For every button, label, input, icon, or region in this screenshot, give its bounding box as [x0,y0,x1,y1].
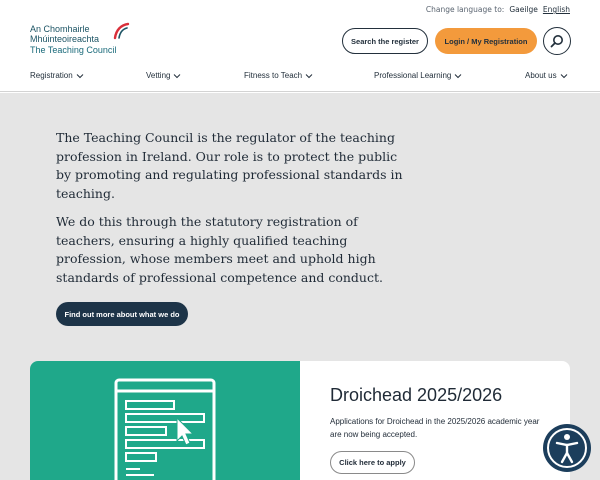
chevron-down-icon [173,72,181,80]
find-out-more-button[interactable]: Find out more about what we do [56,302,188,326]
logo-line-3: The Teaching Council [30,45,117,55]
language-gaeilge-link[interactable]: Gaeilge [509,5,538,14]
site-header [0,0,600,92]
droichead-card [30,361,570,480]
search-icon [550,34,564,48]
search-register-button[interactable]: Search the register [342,28,428,54]
accessibility-icon [545,426,589,470]
nav-item-about-us[interactable] [525,71,568,80]
hero-section [0,93,600,480]
nav-item-fitness-to-teach[interactable] [244,71,313,80]
chevron-down-icon [560,72,568,80]
language-bar [426,5,570,14]
nav-item-label: Vetting [146,71,171,80]
logo-line-2: Mhúinteoireachta [30,34,100,44]
card-description: Applications for Droichead in the 2025/2026 academic year are now being accepted. [330,417,540,439]
logo-line-1: An Chomhairle [30,24,90,34]
nav-item-vetting[interactable] [146,71,181,80]
language-english-link[interactable]: English [542,5,570,14]
logo-swoosh-icon [112,22,130,40]
nav-item-registration[interactable] [30,71,84,80]
login-button[interactable]: Login / My Registration [435,28,537,54]
main-nav [30,71,570,85]
language-prompt: Change language to: [425,5,505,14]
search-button[interactable] [543,27,571,55]
nav-item-label: Professional Learning [374,71,452,80]
nav-item-professional-learning[interactable] [374,71,462,80]
hero-paragraph-1: The Teaching Council is the regulator of the teaching profession in Ireland. Our role is to protect the public by promoting and regulating professional standards in teaching. [56,130,403,201]
hero-paragraph-2: We do this through the statutory registration of teachers, ensuring a highly qualified teaching profession, whose members meet and uphold high standards of professional competence and conduct. [56,214,383,285]
hero-text [56,129,416,297]
apply-button[interactable]: Click here to apply [330,451,415,474]
nav-item-label: Registration [30,71,73,80]
card-illustration [30,361,300,480]
nav-item-label: Fitness to Teach [244,71,303,80]
form-illustration-icon [30,361,300,480]
nav-item-label: About us [525,71,557,80]
accessibility-button[interactable] [543,424,591,472]
chevron-down-icon [454,72,462,80]
card-title: Droichead 2025/2026 [330,385,503,405]
site-logo[interactable] [30,24,140,60]
chevron-down-icon [305,72,313,80]
chevron-down-icon [76,72,84,80]
